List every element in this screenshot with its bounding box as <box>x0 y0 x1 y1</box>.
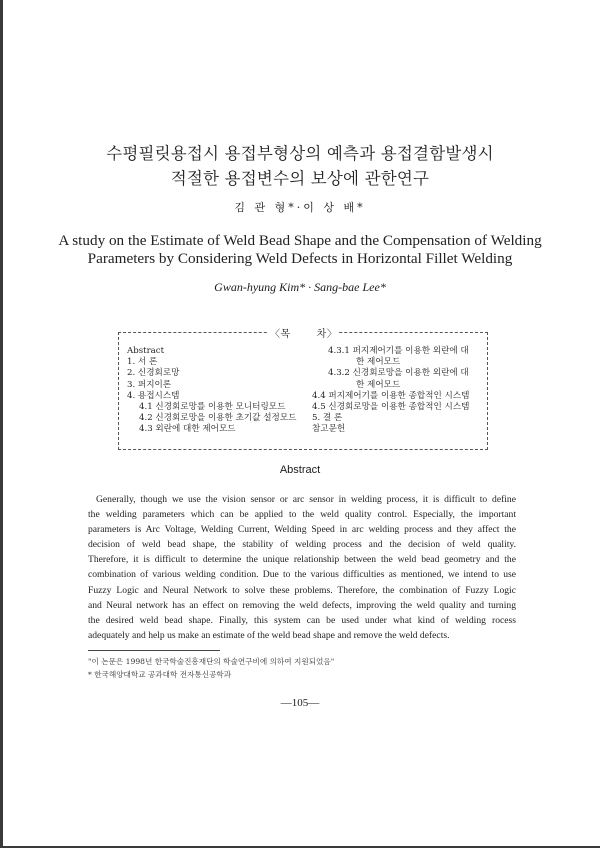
abstract-line: the welding parameters which can be applied to the weld quality control. Especially, the important <box>88 509 516 521</box>
toc-item: 5. 결 론 <box>312 413 343 424</box>
toc-item: 4.5 신경회로망을 이용한 종합적인 시스템 <box>312 401 470 412</box>
abstract-heading: Abstract <box>279 464 321 476</box>
toc-item: Abstract <box>127 346 165 356</box>
toc-item: 4.4 퍼지제어기를 이용한 종합적인 시스템 <box>312 390 470 401</box>
korean-title-line-1: 수평필릿용접시 용접부형상의 예측과 용접결함발생시 <box>106 144 494 163</box>
abstract-line: and Neural network has an effect on removing the weld defects, improving the weld quality and turning <box>88 599 516 611</box>
abstract-line: Therefore, it is difficult to determine the unique relationship between the weld bead geometry and the <box>88 554 516 566</box>
toc-item: 4.3.1 퍼지제어기를 이용한 외란에 대 <box>328 346 469 356</box>
abstract-line: combination of various welding condition. Due to the various difficulties as mentioned, we intend to use <box>88 569 516 581</box>
toc-item: 4.1 신경회로망를 이용한 모니터링모드 <box>139 401 286 412</box>
korean-authors: 김 관 형*·이 상 배* <box>234 201 366 214</box>
abstract-line: decision of weld bead shape, the stability of welding process and the decision of weld quality. <box>88 539 516 551</box>
toc-item: 2. 신경회로망 <box>127 368 180 379</box>
toc-item: 4. 용접시스템 <box>127 390 180 401</box>
english-title-line-2: Parameters by Considering Weld Defects in Horizontal Fillet Welding <box>87 250 513 267</box>
page-number: —105— <box>280 697 320 709</box>
footnote-funding: "이 논문은 1998년 한국학술진흥재단의 학술연구비에 의하여 지원되었음" <box>88 657 335 666</box>
english-authors: Gwan-hyung Kim* · Sang-bae Lee* <box>214 280 386 294</box>
abstract-line: Generally, though we use the vision sensor or arc sensor in welding process, it is difficult to define <box>96 494 516 505</box>
abstract-body <box>88 492 516 643</box>
toc-heading-right: 차〉 <box>316 329 338 340</box>
footnote-rule <box>88 650 220 651</box>
korean-title-line-2: 적절한 용접변수의 보상에 관한연구 <box>170 169 430 188</box>
abstract-line: the desired weld bead shape. Finally, this system can be used under what kind of welding rocess <box>88 614 516 626</box>
toc-item: 참고문헌 <box>312 424 346 435</box>
toc-item: 4.3 외란에 대한 제어모드 <box>139 424 236 435</box>
toc-left-column <box>127 346 296 436</box>
table-of-contents-heading <box>268 325 339 340</box>
scan-edge-left <box>0 0 3 848</box>
toc-heading-left: 〈목 <box>270 329 291 340</box>
toc-right-column <box>312 346 469 436</box>
toc-item: 한 제어모드 <box>356 379 401 390</box>
abstract-line: parameters is Arc Voltage, Welding Current, Welding Speed in arc welding process and they affect the <box>88 524 516 536</box>
toc-item: 한 제어모드 <box>356 357 401 368</box>
english-title-line-1: A study on the Estimate of Weld Bead Shape and the Compensation of Welding <box>58 232 542 249</box>
abstract-line: adequately and help us make an estimate of the weld bead shape and remove the weld defects. <box>88 629 450 641</box>
toc-item: 4.2 신경회로망을 이용한 초기값 설정모드 <box>139 413 297 424</box>
toc-item: 1. 서 론 <box>127 357 158 368</box>
abstract-line: Fuzzy Logic and Neural Network to solve these problems. Therefore, the combination of Fuzzy Logic <box>88 584 516 596</box>
toc-item: 4.3.2 신경회로망을 이용한 외란에 대 <box>328 368 469 379</box>
footnote-affiliation: * 한국해양대학교 공과대학 전자통신공학과 <box>88 670 232 679</box>
toc-item: 3. 퍼지이론 <box>127 379 172 390</box>
